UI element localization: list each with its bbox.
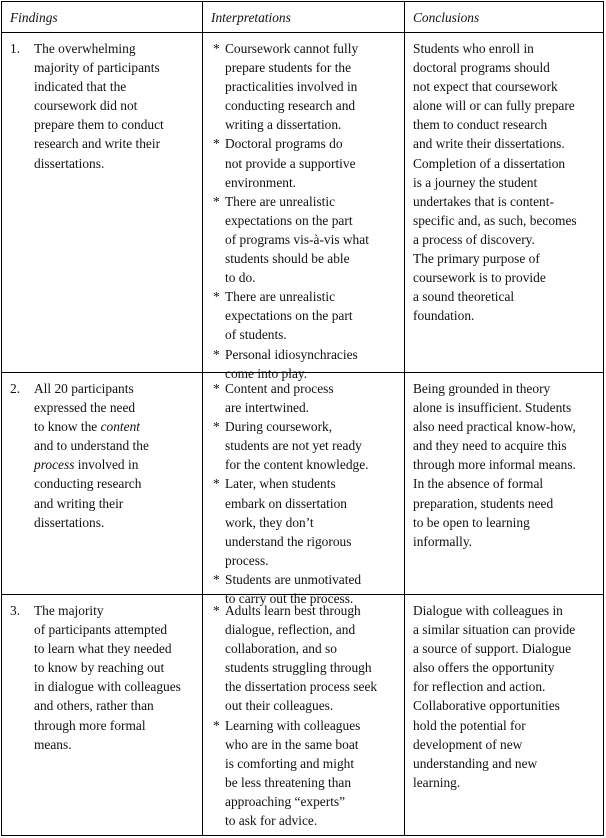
- conclusion-line: undertakes that is content-: [413, 193, 554, 209]
- interpretation-line: who are in the same boat: [225, 736, 359, 752]
- interpretation-list: [213, 39, 401, 383]
- conclusion-line: for reflection and action.: [413, 679, 546, 695]
- finding-line: The overwhelming: [34, 41, 136, 56]
- interpretation-line: writing a dissertation.: [225, 117, 342, 133]
- conclusion-line: alone will or can fully prepare: [413, 98, 575, 114]
- interpretation-line: come into play.: [225, 365, 308, 381]
- finding-line: dissertations.: [34, 155, 105, 171]
- header-divider: [1, 32, 604, 33]
- interpretation-line: practicalities involved in: [225, 79, 358, 95]
- conclusion-line: understanding and new: [413, 755, 538, 771]
- finding-line: and to understand the: [34, 438, 149, 454]
- finding-line: All 20 participants: [34, 381, 134, 396]
- interpretation-line: There are unrealistic: [225, 193, 336, 209]
- interpretation-item: [213, 417, 401, 474]
- interpretation-list: [213, 601, 401, 830]
- interpretation-item: [213, 134, 401, 191]
- interpretation-line: conducting research and: [225, 98, 356, 114]
- finding-number: 1.: [10, 41, 21, 56]
- finding-line: through more formal: [34, 717, 146, 733]
- asterisk-bullet: *: [213, 136, 220, 152]
- interpretation-line: to do.: [225, 270, 256, 286]
- finding-line: in dialogue with colleagues: [34, 679, 181, 695]
- conclusion-line: not expect that coursework: [413, 79, 558, 95]
- interpretation-item: [213, 379, 401, 417]
- conclusion-line: hold the potential for: [413, 717, 526, 733]
- interpretation-line: students are not yet ready: [225, 438, 362, 454]
- conclusion-line: preparation, students need: [413, 495, 554, 511]
- conclusion-line: a sound theoretical: [413, 289, 515, 305]
- conclusion-line: informally.: [413, 533, 473, 549]
- conclusion-text: [413, 39, 601, 325]
- interpretation-line: expectations on the part: [225, 212, 353, 228]
- interpretation-line: expectations on the part: [225, 308, 353, 324]
- interpretation-line: Coursework cannot fully: [225, 41, 359, 56]
- interpretation-line: for the content knowledge.: [225, 457, 369, 473]
- finding-line: to know by reaching out: [34, 660, 165, 676]
- finding-text: [34, 601, 198, 754]
- conclusion-line: Students who enroll in: [413, 41, 534, 56]
- interpretation-line: of students.: [225, 327, 287, 343]
- finding-line: The majority: [34, 603, 104, 618]
- interpretation-line: prepare students for the: [225, 60, 352, 76]
- asterisk-bullet: *: [213, 41, 220, 56]
- conclusion-line: through more informal means.: [413, 457, 576, 473]
- table-border-right: [603, 2, 604, 835]
- finding-line: expressed the need: [34, 400, 136, 416]
- header-interpretations: Interpretations: [211, 10, 291, 25]
- conclusion-line: and they need to acquire this: [413, 438, 567, 454]
- interpretation-item: [213, 345, 401, 383]
- header-conclusions: Conclusions: [413, 10, 480, 25]
- conclusion-line: Collaborative opportunities: [413, 698, 560, 714]
- conclusion-line: a similar situation can provide: [413, 622, 576, 638]
- asterisk-bullet: *: [213, 419, 220, 435]
- interpretation-line: Learning with colleagues: [225, 717, 361, 733]
- finding-line: conducting research: [34, 476, 142, 492]
- interpretation-line: Students are unmotivated: [225, 571, 362, 587]
- interpretation-line: Later, when students: [225, 476, 336, 492]
- interpretation-line: work, they don’t: [225, 514, 314, 530]
- interpretation-line: students should be able: [225, 251, 350, 267]
- interpretation-line: process.: [225, 552, 269, 568]
- column-divider-2: [404, 2, 405, 835]
- interpretation-line: collaboration, and so: [225, 641, 337, 657]
- interpretation-line: is comforting and might: [225, 755, 355, 771]
- finding-line: and writing their: [34, 495, 124, 511]
- table-border-left: [1, 2, 2, 835]
- interpretation-line: Doctoral programs do: [225, 136, 343, 152]
- interpretation-line: During coursework,: [225, 419, 333, 435]
- conclusion-line: development of new: [413, 736, 523, 752]
- interpretation-list: [213, 379, 401, 608]
- interpretation-item: [213, 474, 401, 569]
- conclusion-text: [413, 379, 601, 551]
- interpretation-line: out their colleagues.: [225, 698, 334, 714]
- finding-text-run: to know the: [34, 419, 101, 435]
- asterisk-bullet: *: [213, 717, 220, 733]
- interpretation-line: embark on dissertation: [225, 495, 347, 511]
- interpretation-item: [213, 192, 401, 287]
- conclusion-line: them to conduct research: [413, 117, 548, 133]
- interpretation-item: [213, 601, 401, 716]
- interpretation-line: of programs vis-à-vis what: [225, 231, 369, 247]
- findings-table: [1, 1, 604, 836]
- conclusion-line: doctoral programs should: [413, 60, 550, 76]
- finding-line: [34, 455, 198, 474]
- interpretation-line: Content and process: [225, 381, 334, 396]
- finding-line: indicated that the: [34, 79, 127, 95]
- interpretation-item: [213, 39, 401, 134]
- conclusion-line: learning.: [413, 774, 461, 790]
- finding-emphasis: content: [100, 419, 140, 435]
- finding-line: and others, rather than: [34, 698, 154, 714]
- column-divider-1: [202, 2, 203, 835]
- finding-line: means.: [34, 736, 72, 752]
- asterisk-bullet: *: [213, 571, 220, 587]
- finding-number: 2.: [10, 381, 21, 396]
- conclusion-line: alone is insufficient. Students: [413, 400, 572, 416]
- conclusion-line: foundation.: [413, 308, 475, 324]
- conclusion-line: Completion of a dissertation: [413, 155, 566, 171]
- finding-line: majority of participants: [34, 60, 160, 76]
- asterisk-bullet: *: [213, 289, 220, 305]
- finding-line: coursework did not: [34, 98, 138, 114]
- finding-line: dissertations.: [34, 514, 105, 530]
- finding-line: prepare them to conduct: [34, 117, 164, 133]
- asterisk-bullet: *: [213, 476, 220, 492]
- finding-line: to learn what they needed: [34, 641, 172, 657]
- interpretation-line: the dissertation process seek: [225, 679, 378, 695]
- finding-line: of participants attempted: [34, 622, 168, 638]
- conclusion-line: also need practical know-how,: [413, 419, 576, 435]
- conclusion-line: Dialogue with colleagues in: [413, 603, 563, 618]
- interpretation-line: approaching “experts”: [225, 793, 346, 809]
- interpretation-line: are intertwined.: [225, 400, 310, 416]
- interpretation-line: to carry out the process.: [225, 591, 354, 607]
- asterisk-bullet: *: [213, 381, 220, 396]
- conclusion-line: and write their dissertations.: [413, 136, 565, 152]
- conclusion-line: In the absence of formal: [413, 476, 544, 492]
- finding-line: research and write their: [34, 136, 161, 152]
- finding-text: [34, 39, 198, 173]
- conclusion-line: specific and, as such, becomes: [413, 212, 577, 228]
- finding-number: 3.: [10, 603, 21, 618]
- interpretation-line: environment.: [225, 174, 297, 190]
- asterisk-bullet: *: [213, 346, 220, 362]
- asterisk-bullet: *: [213, 193, 220, 209]
- conclusion-line: Being grounded in theory: [413, 381, 551, 396]
- finding-emphasis: process: [34, 457, 75, 473]
- interpretation-line: not provide a supportive: [225, 155, 356, 171]
- header-findings: Findings: [10, 10, 58, 25]
- interpretation-line: Personal idiosynchracies: [225, 346, 358, 362]
- conclusion-line: is a journey the student: [413, 174, 538, 190]
- interpretation-line: be less threatening than: [225, 774, 352, 790]
- finding-line: [34, 417, 198, 436]
- conclusion-line: coursework is to provide: [413, 270, 546, 286]
- interpretation-line: students struggling through: [225, 660, 372, 676]
- interpretation-line: Adults learn best through: [225, 603, 361, 618]
- conclusion-line: a process of discovery.: [413, 231, 535, 247]
- interpretation-line: to ask for advice.: [225, 813, 318, 829]
- interpretation-line: understand the rigorous: [225, 533, 352, 549]
- conclusion-line: to be open to learning: [413, 514, 530, 530]
- interpretation-item: [213, 287, 401, 344]
- interpretation-line: There are unrealistic: [225, 289, 336, 305]
- finding-text: [34, 379, 198, 532]
- interpretation-line: dialogue, reflection, and: [225, 622, 356, 638]
- conclusion-text: [413, 601, 601, 792]
- interpretation-item: [213, 716, 401, 831]
- asterisk-bullet: *: [213, 603, 220, 618]
- conclusion-line: The primary purpose of: [413, 251, 540, 267]
- finding-text-run: involved in: [74, 457, 139, 473]
- conclusion-line: also offers the opportunity: [413, 660, 555, 676]
- conclusion-line: a source of support. Dialogue: [413, 641, 572, 657]
